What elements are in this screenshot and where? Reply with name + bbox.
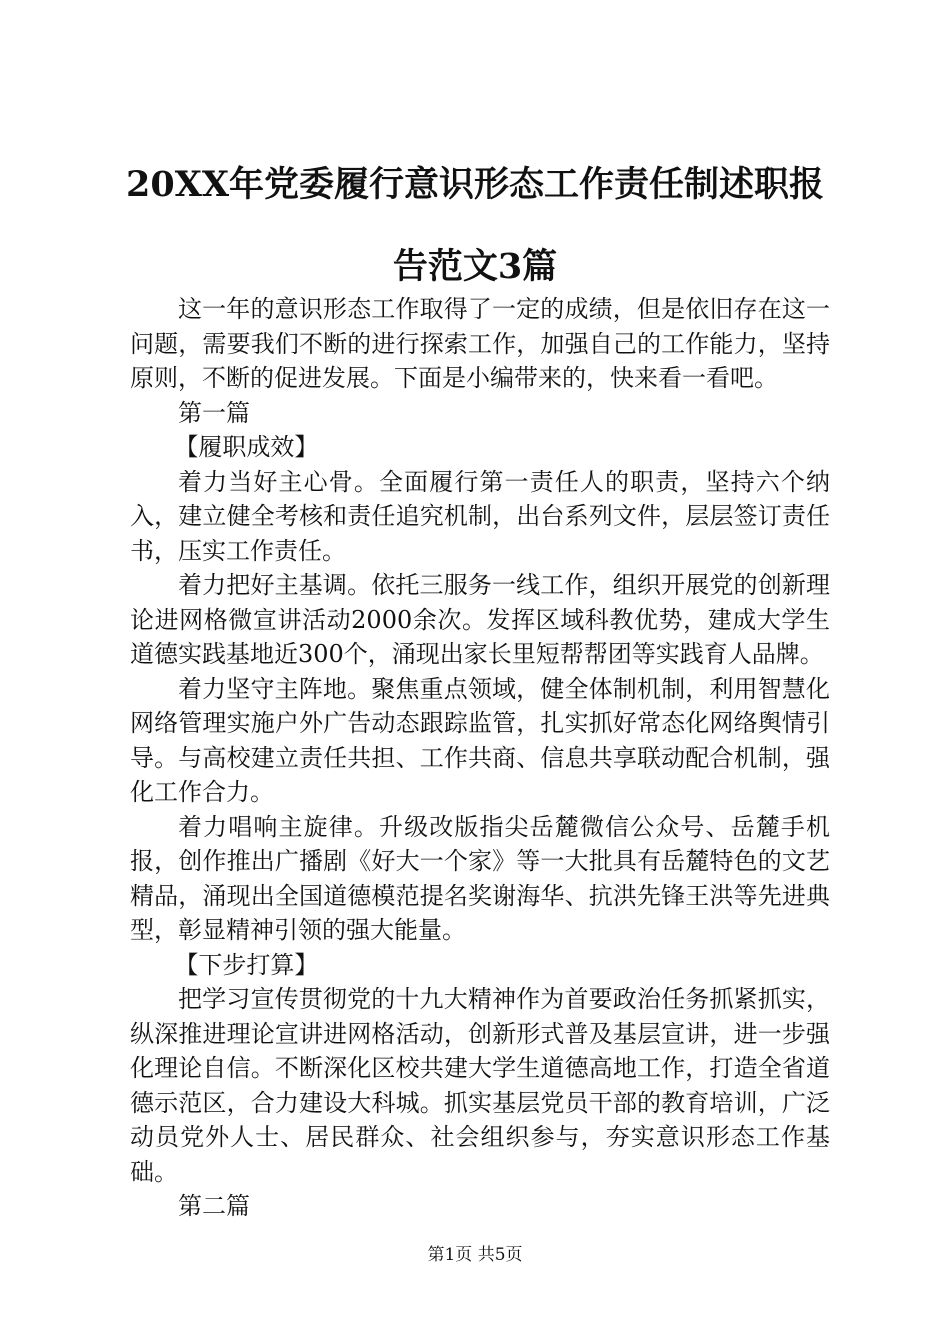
subheading-achievements: 【履职成效】 bbox=[174, 433, 319, 461]
body-paragraph: 把学习宣传贯彻党的十九大精神作为首要政治任务抓紧抓实，纵深推进理论宣讲进网格活动，创新形式普及基层宣讲，进一步强化理论自信。不断深化区校共建大学生道德高地工作，打造全省道德示范区，合力建设大科城。抓实基层党员干部的教育培训，广泛动员党外人士、居民群众、社会组织参与，夯实意识形态工作基础。 bbox=[130, 985, 830, 1186]
document-title-line-2: 告范文3篇 bbox=[392, 246, 558, 287]
page-footer: 第1页 共5页 bbox=[427, 1245, 523, 1265]
body-paragraph: 着力把好主基调。依托三服务一线工作，组织开展党的创新理论进网格微宣讲活动2000余次。发挥区域科教优势，建成大学生道德实践基地近300个，涌现出家长里短帮帮团等实践育人品牌。 bbox=[130, 571, 830, 668]
section-heading-part-two: 第二篇 bbox=[178, 1192, 250, 1220]
body-paragraph: 着力坚守主阵地。聚焦重点领域，健全体制机制，利用智慧化网络管理实施户外广告动态跟踪监管，扎实抓好常态化网络舆情引导。与高校建立责任共担、工作共商、信息共享联动配合机制，强化工作合力。 bbox=[130, 674, 830, 806]
subheading-next-steps: 【下步打算】 bbox=[174, 950, 319, 979]
intro-paragraph: 这一年的意识形态工作取得了一定的成绩，但是依旧存在这一问题，需要我们不断的进行探索工作，加强自己的工作能力，坚持原则，不断的促进发展。下面是小编带来的，快来看一看吧。 bbox=[130, 295, 830, 392]
body-paragraph: 着力当好主心骨。全面履行第一责任人的职责，坚持六个纳入，建立健全考核和责任追究机制，出台系列文件，层层签订责任书，压实工作责任。 bbox=[130, 467, 830, 565]
body-paragraph: 着力唱响主旋律。升级改版指尖岳麓微信公众号、岳麓手机报，创作推出广播剧《好大一个家》等一大批具有岳麓特色的文艺精品，涌现出全国道德模范提名奖谢海华、抗洪先锋王洪等先进典型，彰显精神引领的强大能量。 bbox=[130, 812, 830, 944]
section-heading-part-one: 第一篇 bbox=[178, 398, 250, 427]
document-title-line-1: 20XX年党委履行意识形态工作责任制述职报 bbox=[125, 164, 825, 205]
document-body bbox=[130, 292, 830, 1224]
